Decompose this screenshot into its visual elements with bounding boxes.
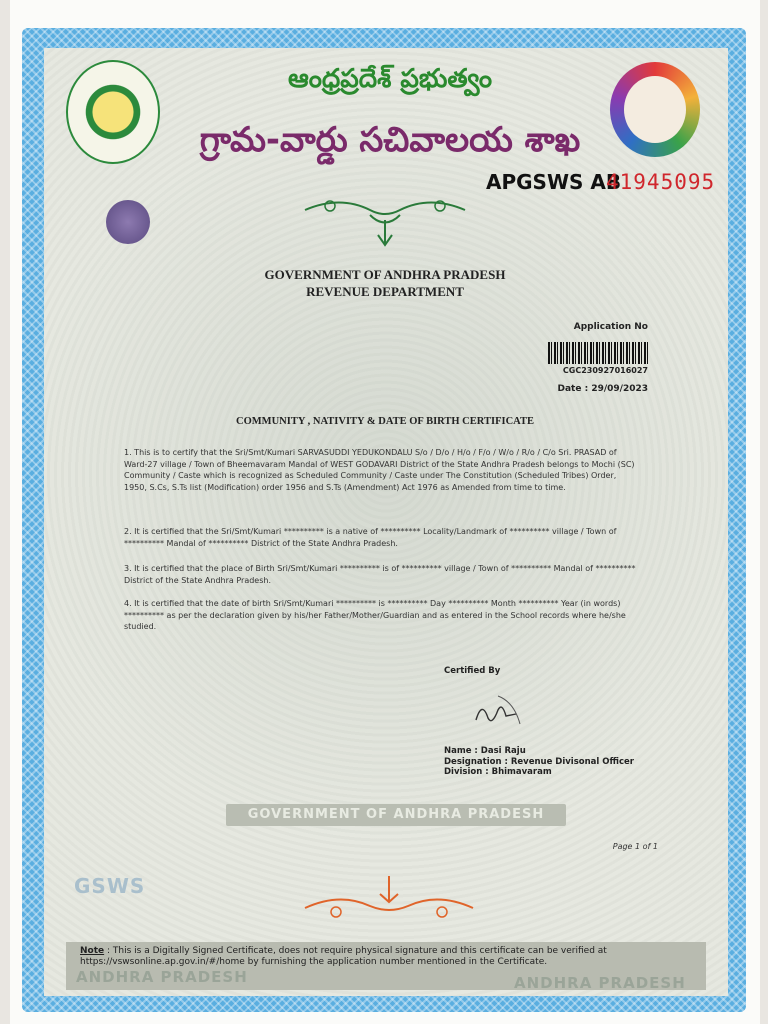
certificate-paragraph-2: 2. It is certified that the Sri/Smt/Kumari ********** is a native of ********** Locality/Landmark of ********** village / Town of ********** Mandal of ********** District of the State Andhra Pradesh.	[124, 527, 617, 548]
serial-prefix: APGSWS AB	[486, 170, 622, 194]
andhra-pradesh-watermark-right: ANDHRA PRADESH	[514, 974, 686, 992]
certified-by-label: Certified By	[444, 666, 501, 676]
digital-signature-icon	[468, 690, 528, 730]
state-emblem-logo	[66, 60, 160, 164]
page-number: Page 1 of 1	[612, 842, 658, 851]
certificate-paragraph-4: 4. It is certified that the date of birth Sri/Smt/Kumari ********** is ********** Day ********** Month ********** Year (in words) ********** as per the declaration given by his/her Father/Mother/Guardian and as entered in the School records where he/she studied.	[124, 599, 626, 631]
signatory-name: Name : Dasi Raju	[444, 746, 526, 756]
signatory-division: Division : Bhimavaram	[444, 767, 552, 777]
department-logo	[610, 62, 700, 157]
flourish-ornament-icon	[300, 190, 470, 250]
government-banner: GOVERNMENT OF ANDHRA PRADESH	[226, 804, 566, 826]
note-text: : This is a Digitally Signed Certificate, does not require physical signature and this certificate can be verified at https://vswsonline.ap.gov.in/#/home by furnishing the application number mentioned in the Certificate.	[80, 946, 607, 967]
signatory-designation: Designation : Revenue Divisonal Officer	[444, 756, 634, 767]
note-label: Note	[80, 946, 105, 956]
certificate-paragraph-3: 3. It is certified that the place of Birth Sri/Smt/Kumari ********** is of ********** village / Town of ********** Mandal of ********** District of the State Andhra Pradesh.	[124, 564, 636, 585]
telugu-department-title: గ్రామ-వార్డు సచివాలయ శాఖ	[199, 120, 581, 160]
application-number: CGC230927016027	[562, 366, 648, 375]
serial-number: 41945095	[606, 170, 716, 194]
barcode	[548, 342, 648, 364]
telugu-government-title: ఆంధ్రప్రదేశ్ ప్రభుత్వం	[287, 64, 493, 94]
certificate-paragraph-1: 1. This is to certify that the Sri/Smt/Kumari SARVASUDDI YEDUKONDALU S/o / D/o / H/o / F/o / W/o / R/o / C/o Sri. PRASAD of Ward-27 village / Town of Bheemavaram Mandal of WEST GODAVARI District of the State Andhra Pradesh belongs to Mochi (SC) Community / Caste which is recognized as Scheduled Community / Caste under The Constitution (Scheduled Tribes) Order, 1950, S.Cs, S.Ts list (Modification) order 1956 and S.Ts (Amendment) Act 1976 as Amended from time to time.	[124, 448, 635, 492]
department-name: REVENUE DEPARTMENT	[306, 284, 464, 299]
note	[80, 946, 700, 968]
application-label: Application No	[573, 322, 648, 332]
gsws-watermark: GSWS	[74, 874, 146, 898]
certificate-title: COMMUNITY , NATIVITY & DATE OF BIRTH CERTIFICATE	[236, 416, 534, 427]
signatory-details	[444, 746, 634, 778]
application-date: Date : 29/09/2023	[557, 384, 648, 394]
government-name: GOVERNMENT OF ANDHRA PRADESH	[264, 267, 506, 282]
department-heading	[180, 266, 590, 300]
hologram-seal-icon	[106, 200, 150, 244]
footer-ornament-icon	[300, 872, 478, 928]
andhra-pradesh-watermark-left: ANDHRA PRADESH	[76, 968, 248, 986]
